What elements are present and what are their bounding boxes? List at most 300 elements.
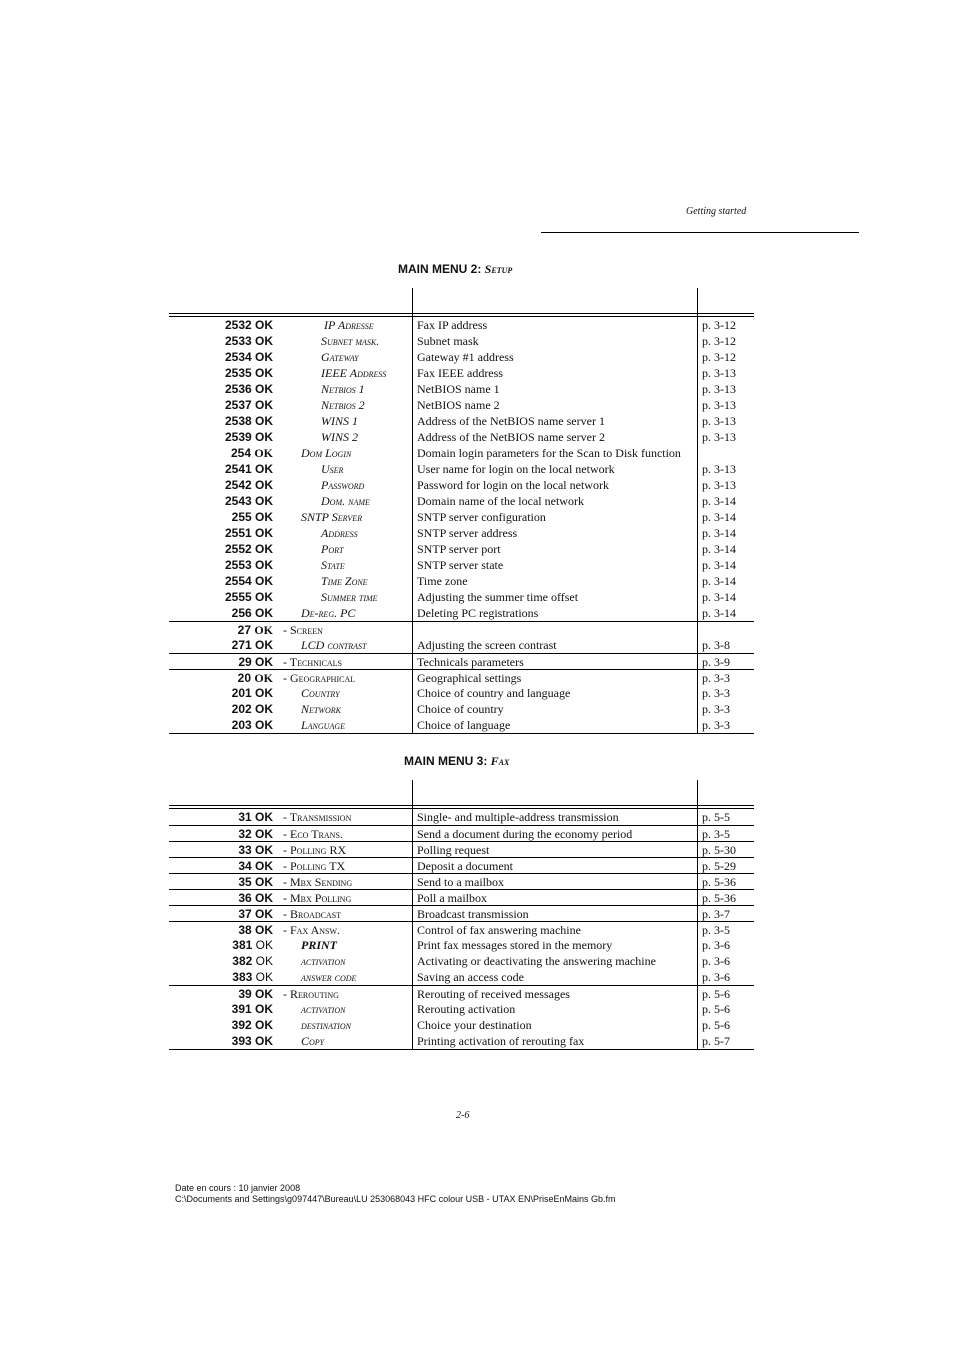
menu-code-ok: OK [255,366,273,380]
menu3-table-body [169,809,754,1050]
menu-item-name: Country [301,686,340,700]
menu-item-name: activation [301,954,346,968]
menu-item-description: Adjusting the summer time offset [417,590,579,604]
menu-item-description: Address of the NetBIOS name server 1 [417,414,605,428]
table-row [169,889,754,905]
running-header: Getting started [686,206,747,217]
menu-code-ok: OK [255,970,273,984]
menu-item-name: - Rerouting [283,987,339,1001]
menu2-title-name: Setup [484,262,513,276]
menu-item-page-ref: p. 3-14 [702,542,736,556]
menu-code-ok: OK [255,510,273,524]
table-row [169,493,754,509]
menu-code-ok: OK [255,875,273,889]
menu-code [169,429,273,445]
menu-code [169,397,273,413]
menu-code [169,461,273,477]
table-row [169,461,754,477]
menu-code-ok: OK [254,623,273,637]
menu-item-name: LCD contrast [301,638,367,652]
menu-item-page-ref: p. 5-7 [702,1034,730,1048]
menu-item-name: - Mbx Sending [283,875,353,889]
menu-code-ok: OK [255,558,273,572]
menu-code [169,605,273,621]
menu-item-page-ref: p. 5-30 [702,843,736,857]
menu-item-page-ref: p. 3-14 [702,558,736,572]
menu-code [169,1001,273,1017]
menu-item-page-ref: p. 3-7 [702,907,730,921]
table-row [169,589,754,605]
table-row [169,349,754,365]
menu-code-ok: OK [255,655,273,669]
column-divider [412,288,413,734]
menu-item-page-ref: p. 3-8 [702,638,730,652]
menu-item-description: Send a document during the economy period [417,827,633,841]
menu-item-page-ref: p. 3-14 [702,494,736,508]
menu-item-description: Address of the NetBIOS name server 2 [417,430,605,444]
menu-code-number: 202 [231,702,255,716]
table-row [169,701,754,717]
menu-item-name: SNTP Server [301,510,363,524]
menu-item-description: Choice of country [417,702,504,716]
menu-item-description: Broadcast transmission [417,907,529,921]
menu-item-description: Saving an access code [417,970,524,984]
table-row [169,429,754,445]
menu-item-name: WINS 1 [321,414,358,428]
menu-item-description: SNTP server port [417,542,501,556]
menu-code-number: 271 [231,638,255,652]
menu-item-description: Domain login parameters for the Scan to Disk function [417,446,681,460]
menu-code [169,589,273,605]
menu-code-number: 2553 [224,558,255,572]
menu-code-number: 2532 [224,318,255,332]
menu-code-number: 35 [238,875,255,889]
table-row [169,557,754,573]
menu-item-description: SNTP server address [417,526,518,540]
menu-code-ok: OK [255,954,273,968]
menu-item-name: Summer time [321,590,378,604]
menu-item-name: Subnet mask. [321,334,380,348]
menu-item-name: Address [321,526,358,540]
menu-code [169,541,273,557]
menu-code-ok: OK [255,334,273,348]
menu-code-ok: OK [255,923,273,937]
table-row [169,413,754,429]
menu-item-name: - Screen [283,623,323,637]
menu-code [169,670,273,686]
menu-code-ok: OK [255,1034,273,1048]
menu-code-ok: OK [255,526,273,540]
menu-item-page-ref: p. 3-13 [702,414,736,428]
table-row [169,873,754,889]
menu-code [169,525,273,541]
menu-code-ok: OK [255,907,273,921]
column-divider [412,780,413,1050]
menu-item-name: State [321,558,345,572]
menu-code-ok: OK [255,1018,273,1032]
menu-code-number: 201 [231,686,255,700]
menu-code-number: 383 [232,970,256,984]
menu-item-page-ref: p. 3-5 [702,923,730,937]
menu-item-page-ref: p. 3-12 [702,350,736,364]
menu-code-number: 2537 [224,398,255,412]
table-row [169,573,754,589]
menu-item-description: Poll a mailbox [417,891,487,905]
menu-code-ok: OK [255,398,273,412]
table-row [169,685,754,701]
menu-item-page-ref: p. 3-13 [702,366,736,380]
column-divider [697,288,698,734]
column-divider [697,780,698,1050]
menu-code-ok: OK [254,671,273,685]
menu-code-number: 31 [238,810,255,824]
menu-code [169,986,273,1002]
menu-item-page-ref: p. 3-13 [702,430,736,444]
menu-item-name: - Technicals [283,655,342,669]
menu-item-page-ref: p. 5-5 [702,810,730,824]
menu-code [169,701,273,717]
table-row [169,381,754,397]
table-row [169,841,754,857]
menu-item-name: Dom. name [321,494,370,508]
menu-code-number: 2534 [224,350,255,364]
menu-code-ok: OK [255,414,273,428]
table-row [169,317,754,333]
menu-code [169,953,273,969]
menu-item-name: Language [301,718,346,732]
menu-item-description: Send to a mailbox [417,875,504,889]
menu-code [169,445,273,461]
menu-code-number: 20 [237,671,255,685]
menu-code [169,685,273,701]
menu-item-page-ref: p. 3-14 [702,590,736,604]
menu-item-page-ref: p. 5-29 [702,859,736,873]
menu-item-description: Rerouting of received messages [417,987,570,1001]
menu-item-description: Choice your destination [417,1018,532,1032]
table-row [169,525,754,541]
menu-code [169,509,273,525]
table-row [169,921,754,937]
menu-item-page-ref: p. 5-6 [702,1018,730,1032]
menu-item-description: Polling request [417,843,490,857]
menu-code-ok: OK [255,1002,273,1016]
menu-item-description: Choice of country and language [417,686,571,700]
menu-code-number: 392 [231,1018,255,1032]
menu-code [169,809,273,825]
menu-code-ok: OK [255,542,273,556]
menu-item-page-ref: p. 3-13 [702,382,736,396]
menu-item-page-ref: p. 3-6 [702,938,730,952]
table-row [169,541,754,557]
menu-code-number: 38 [238,923,255,937]
menu-code-ok: OK [255,430,273,444]
menu-code [169,717,273,733]
menu-item-page-ref: p. 3-14 [702,574,736,588]
menu-code-ok: OK [255,574,273,588]
menu-item-page-ref: p. 3-14 [702,526,736,540]
menu-item-page-ref: p. 3-3 [702,686,730,700]
menu-item-page-ref: p. 3-12 [702,334,736,348]
menu-code-number: 27 [237,623,255,637]
menu-item-page-ref: p. 3-3 [702,718,730,732]
table-row [169,669,754,685]
menu-code-number: 2554 [224,574,255,588]
menu-item-name: Netbios 2 [321,398,365,412]
menu-code-number: 36 [238,891,255,905]
menu-code [169,842,273,858]
menu2-table-head [169,288,754,314]
menu-item-description: Choice of language [417,718,511,732]
menu-code-number: 34 [238,859,255,873]
menu-item-description: Domain name of the local network [417,494,584,508]
menu-item-description: Time zone [417,574,468,588]
menu-code-number: 2539 [224,430,255,444]
menu-code-number: 381 [232,938,256,952]
menu-item-name: PRINT [301,938,337,952]
menu-item-page-ref: p. 3-3 [702,671,730,685]
menu-item-description: Adjusting the screen contrast [417,638,557,652]
table-row [169,1033,754,1050]
menu-item-page-ref: p. 3-13 [702,478,736,492]
menu-item-name: Netbios 1 [321,382,365,396]
menu-item-name: answer code [301,970,357,984]
menu-code-number: 2535 [224,366,255,380]
menu-item-page-ref: p. 3-3 [702,702,730,716]
menu-code [169,906,273,922]
menu-code [169,637,273,653]
menu-item-page-ref: p. 3-13 [702,398,736,412]
menu-code-ok: OK [255,350,273,364]
page-number: 2-6 [456,1110,470,1121]
menu-code-number: 37 [238,907,255,921]
menu-code-ok: OK [255,718,273,732]
menu-item-description: SNTP server configuration [417,510,546,524]
menu2-title-prefix: MAIN MENU 2: [398,262,485,276]
menu-code [169,381,273,397]
menu-item-description: NetBIOS name 2 [417,398,500,412]
menu-code-ok: OK [255,590,273,604]
table-row [169,637,754,653]
menu-item-description: Rerouting activation [417,1002,516,1016]
menu-code [169,349,273,365]
menu-code-number: 2538 [224,414,255,428]
table-row [169,937,754,953]
menu-code [169,493,273,509]
menu-item-page-ref: p. 3-14 [702,606,736,620]
menu-item-description: SNTP server state [417,558,504,572]
menu-item-page-ref: p. 3-9 [702,655,730,669]
menu-item-page-ref: p. 3-14 [702,510,736,524]
menu-item-page-ref: p. 5-6 [702,1002,730,1016]
menu-code [169,874,273,890]
table-row [169,445,754,461]
menu-item-name: - Eco Trans. [283,827,343,841]
table-row [169,1017,754,1033]
header-rule [541,232,859,233]
table-row [169,825,754,841]
menu-code [169,477,273,493]
menu-code-number: 2533 [224,334,255,348]
menu-code-number: 255 [231,510,255,524]
menu-code-ok: OK [255,859,273,873]
menu-code-ok: OK [255,827,273,841]
menu-code-number: 2552 [224,542,255,556]
menu3-title-prefix: MAIN MENU 3: [404,754,491,768]
table-row [169,905,754,921]
footer-path: C:\Documents and Settings\g097447\Bureau\LU 253068043 HFC colour USB - UTAX EN\PriseEnMains Gb.fm [175,1194,616,1204]
menu-item-description: Deleting PC registrations [417,606,539,620]
menu-code-number: 32 [238,827,255,841]
menu-item-name: Copy [301,1034,325,1048]
menu-code [169,317,273,333]
menu-item-description: Fax IP address [417,318,488,332]
menu3-table [169,780,754,1050]
menu-item-name: User [321,462,344,476]
menu-code [169,333,273,349]
menu-item-name: activation [301,1002,346,1016]
menu-item-description: Geographical settings [417,671,522,685]
menu2-table [169,288,754,734]
menu-code-ok: OK [255,702,273,716]
table-row [169,953,754,969]
menu-item-description: Printing activation of rerouting fax [417,1034,585,1048]
menu-item-name: Password [321,478,365,492]
menu-item-page-ref: p. 3-6 [702,970,730,984]
menu-code [169,573,273,589]
menu-code [169,1017,273,1033]
menu-code [169,654,273,670]
menu-item-name: IP Adresse [324,318,374,332]
menu-code-number: 33 [238,843,255,857]
menu-item-description: Activating or deactivating the answering machine [417,954,656,968]
menu-code [169,365,273,381]
menu-item-name: WINS 2 [321,430,358,444]
menu-code-ok: OK [255,938,273,952]
menu-code-number: 391 [231,1002,255,1016]
table-row [169,717,754,734]
table-row [169,857,754,873]
menu2-title [398,262,512,277]
menu-code-number: 256 [231,606,255,620]
table-row [169,985,754,1001]
menu-item-page-ref: p. 5-36 [702,875,736,889]
menu-code [169,858,273,874]
menu-item-name: - Transmission [283,810,352,824]
menu-code-ok: OK [254,446,273,460]
menu-code-ok: OK [255,382,273,396]
menu-item-description: Single- and multiple-address transmission [417,810,619,824]
menu-code-ok: OK [255,891,273,905]
menu-item-description: User name for login on the local network [417,462,615,476]
menu-code-number: 2541 [224,462,255,476]
table-row [169,809,754,825]
menu-item-name: - Polling TX [283,859,346,873]
menu-code-number: 2536 [224,382,255,396]
menu-code-ok: OK [255,606,273,620]
table-row [169,477,754,493]
menu-item-description: Control of fax answering machine [417,923,581,937]
menu-code-number: 203 [231,718,255,732]
table-row [169,621,754,637]
menu-code [169,969,273,985]
menu-item-name: Port [321,542,344,556]
table-row [169,397,754,413]
menu-item-page-ref: p. 3-12 [702,318,736,332]
menu-item-name: - Mbx Polling [283,891,352,905]
table-row [169,605,754,621]
menu3-title-name: Fax [490,754,510,768]
menu-item-name: - Geographical [283,671,356,685]
menu-item-description: Subnet mask [417,334,479,348]
menu-item-name: - Broadcast [283,907,342,921]
menu-code-ok: OK [255,638,273,652]
table-row [169,333,754,349]
table-row [169,365,754,381]
menu-item-name: De-reg. PC [301,606,356,620]
menu-code-ok: OK [255,462,273,476]
table-row [169,509,754,525]
menu-item-description: Gateway #1 address [417,350,514,364]
menu-item-name: Time Zone [321,574,368,588]
menu-code [169,557,273,573]
menu-code-ok: OK [255,843,273,857]
menu-item-name: Network [301,702,342,716]
menu-item-name: IEEE Address [321,366,387,380]
menu-item-name: Dom Login [301,446,352,460]
menu-item-page-ref: p. 3-6 [702,954,730,968]
menu-code-ok: OK [255,494,273,508]
table-row [169,1001,754,1017]
menu-code-number: 254 [230,446,255,460]
table-row [169,653,754,669]
menu3-table-head [169,780,754,806]
menu-code-number: 29 [238,655,255,669]
menu-code [169,413,273,429]
menu-item-description: NetBIOS name 1 [417,382,500,396]
menu-item-description: Deposit a document [417,859,513,873]
menu-item-page-ref: p. 5-36 [702,891,736,905]
menu-item-name: - Polling RX [283,843,347,857]
menu-code-number: 39 [238,987,255,1001]
menu-code-ok: OK [255,686,273,700]
footer-date: Date en cours : 10 janvier 2008 [175,1183,301,1193]
table-row [169,969,754,985]
menu-item-description: Password for login on the local network [417,478,609,492]
menu-code [169,922,273,938]
menu-code-number: 2542 [224,478,255,492]
menu-item-page-ref: p. 3-5 [702,827,730,841]
menu-code [169,890,273,906]
menu-code-number: 382 [232,954,256,968]
menu-code-ok: OK [255,318,273,332]
menu-item-name: - Fax Answ. [283,923,341,937]
menu-code [169,1033,273,1049]
menu-item-page-ref: p. 5-6 [702,987,730,1001]
menu-code-number: 2551 [224,526,255,540]
menu-item-name: Gateway [321,350,359,364]
menu-item-description: Print fax messages stored in the memory [417,938,613,952]
menu-code [169,622,273,638]
menu-item-page-ref: p. 3-13 [702,462,736,476]
menu-item-name: destination [301,1018,351,1032]
menu-code-ok: OK [255,987,273,1001]
menu3-title [404,754,509,769]
menu-item-description: Technicals parameters [417,655,524,669]
menu-code [169,937,273,953]
menu-code-ok: OK [255,478,273,492]
menu2-table-body [169,317,754,734]
menu-code-ok: OK [255,810,273,824]
